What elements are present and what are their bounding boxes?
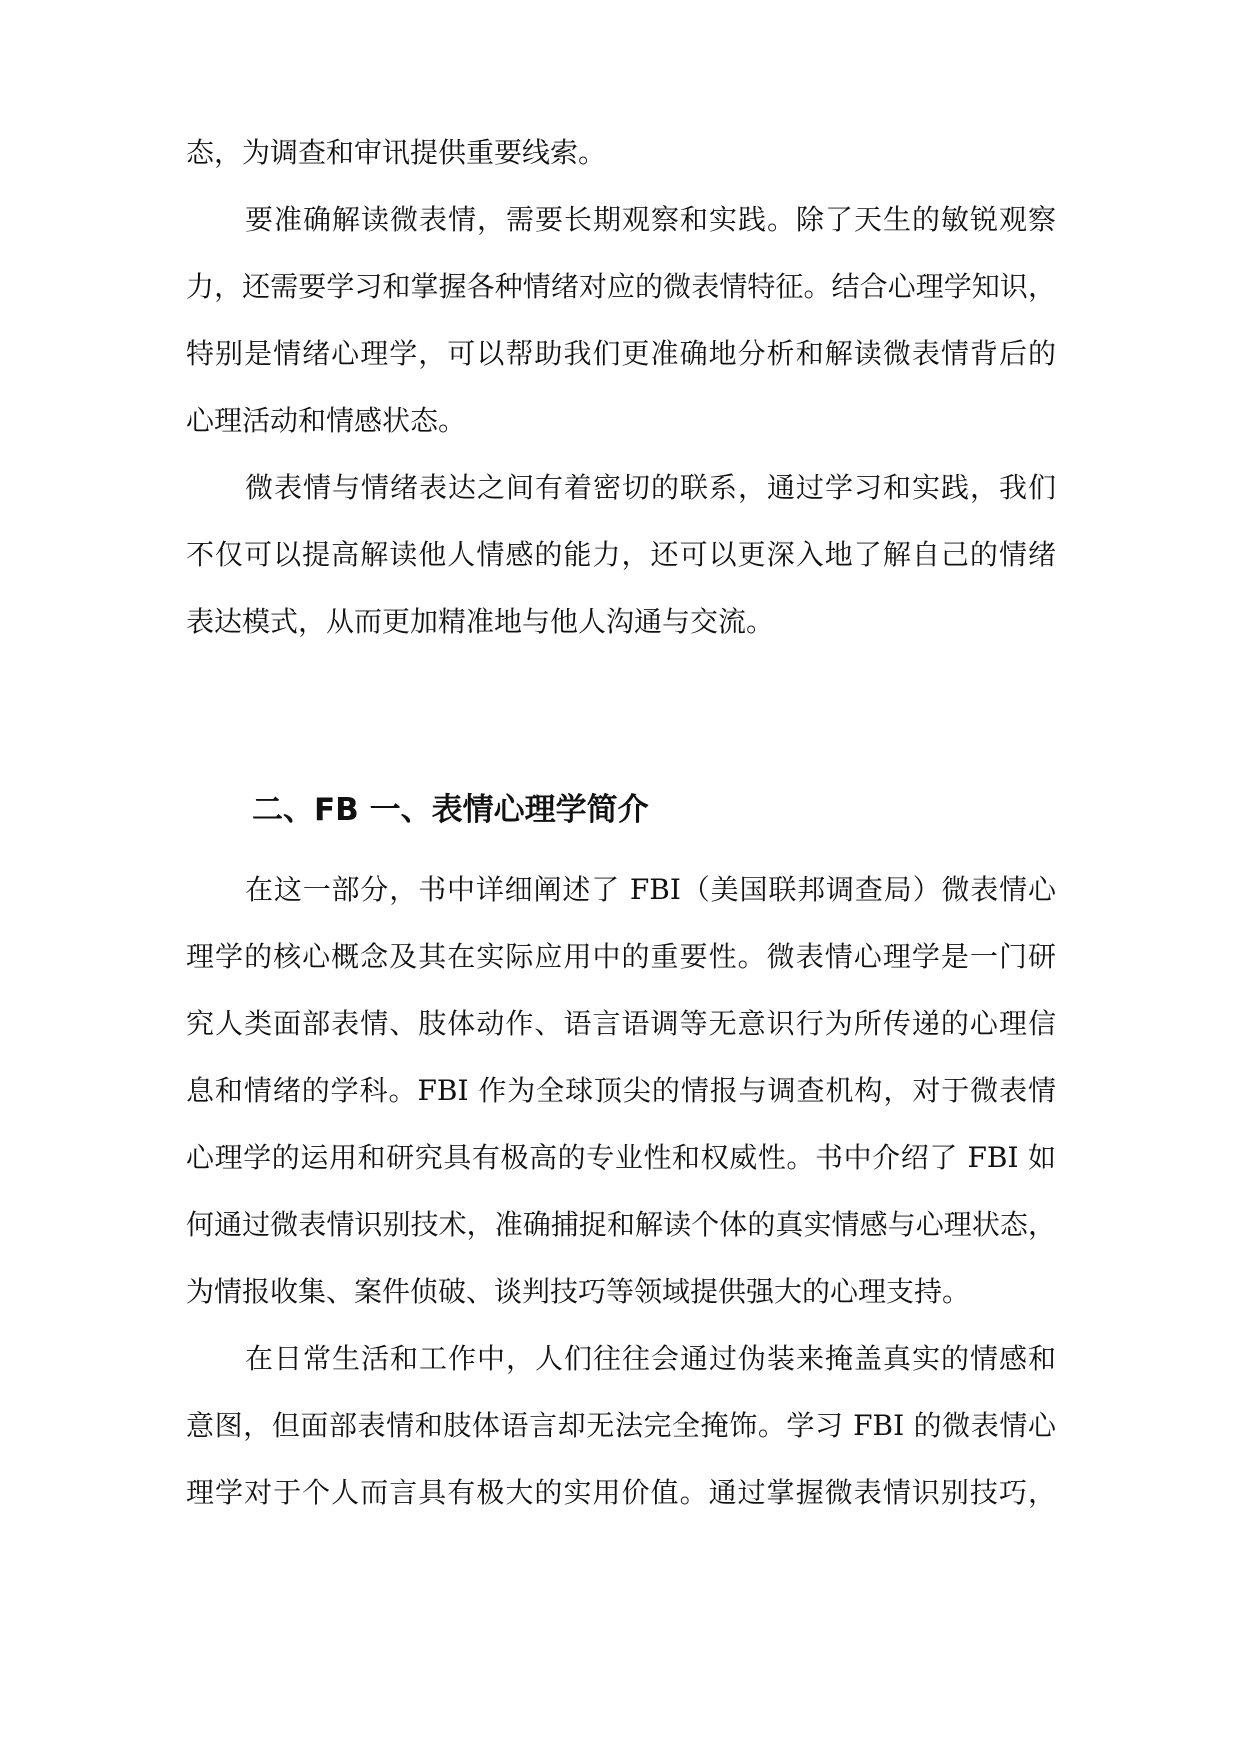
text-line: 不仅可以提高解读他人情感的能力，还可以更深入地了解自己的情绪 — [186, 538, 1056, 571]
text-line: 理学对于个人而言具有极大的实用价值。通过掌握微表情识别技巧， — [186, 1476, 1056, 1509]
text-line: 特别是情绪心理学，可以帮助我们更准确地分析和解读微表情背后的 — [186, 337, 1056, 370]
text-line: 理学的核心概念及其在实际应用中的重要性。微表情心理学是一门研 — [186, 940, 1056, 973]
text-line: 在这一部分，书中详细阐述了 FBI（美国联邦调查局）微表情心 — [245, 873, 1056, 906]
text-line: 要准确解读微表情，需要长期观察和实践。除了天生的敏锐观察 — [245, 203, 1056, 236]
text-line: 态，为调查和审讯提供重要线索。 — [186, 136, 607, 169]
text-line: 意图，但面部表情和肢体语言却无法完全掩饰。学习 FBI 的微表情心 — [186, 1409, 1056, 1442]
text-line: 为情报收集、案件侦破、谈判技巧等领域提供强大的心理支持。 — [186, 1275, 971, 1308]
text-line: 心理活动和情感状态。 — [186, 404, 467, 437]
text-line: 心理学的运用和研究具有极高的专业性和权威性。书中介绍了 FBI 如 — [186, 1141, 1056, 1174]
text-line: 微表情与情绪表达之间有着密切的联系，通过学习和实践，我们 — [245, 471, 1056, 504]
text-line: 何通过微表情识别技术，准确捕捉和解读个体的真实情感与心理状态， — [186, 1208, 1056, 1241]
text-line: 究人类面部表情、肢体动作、语言语调等无意识行为所传递的心理信 — [186, 1007, 1056, 1040]
text-line: 息和情绪的学科。FBI 作为全球顶尖的情报与调查机构，对于微表情 — [186, 1074, 1056, 1107]
text-line: 力，还需要学习和掌握各种情绪对应的微表情特征。结合心理学知识， — [186, 270, 1056, 303]
text-line: 在日常生活和工作中，人们往往会通过伪装来掩盖真实的情感和 — [245, 1342, 1056, 1375]
text-line: 表达模式，从而更加精准地与他人沟通与交流。 — [186, 605, 775, 638]
section-heading: 二、FB 一、表情心理学简介 — [252, 792, 649, 828]
